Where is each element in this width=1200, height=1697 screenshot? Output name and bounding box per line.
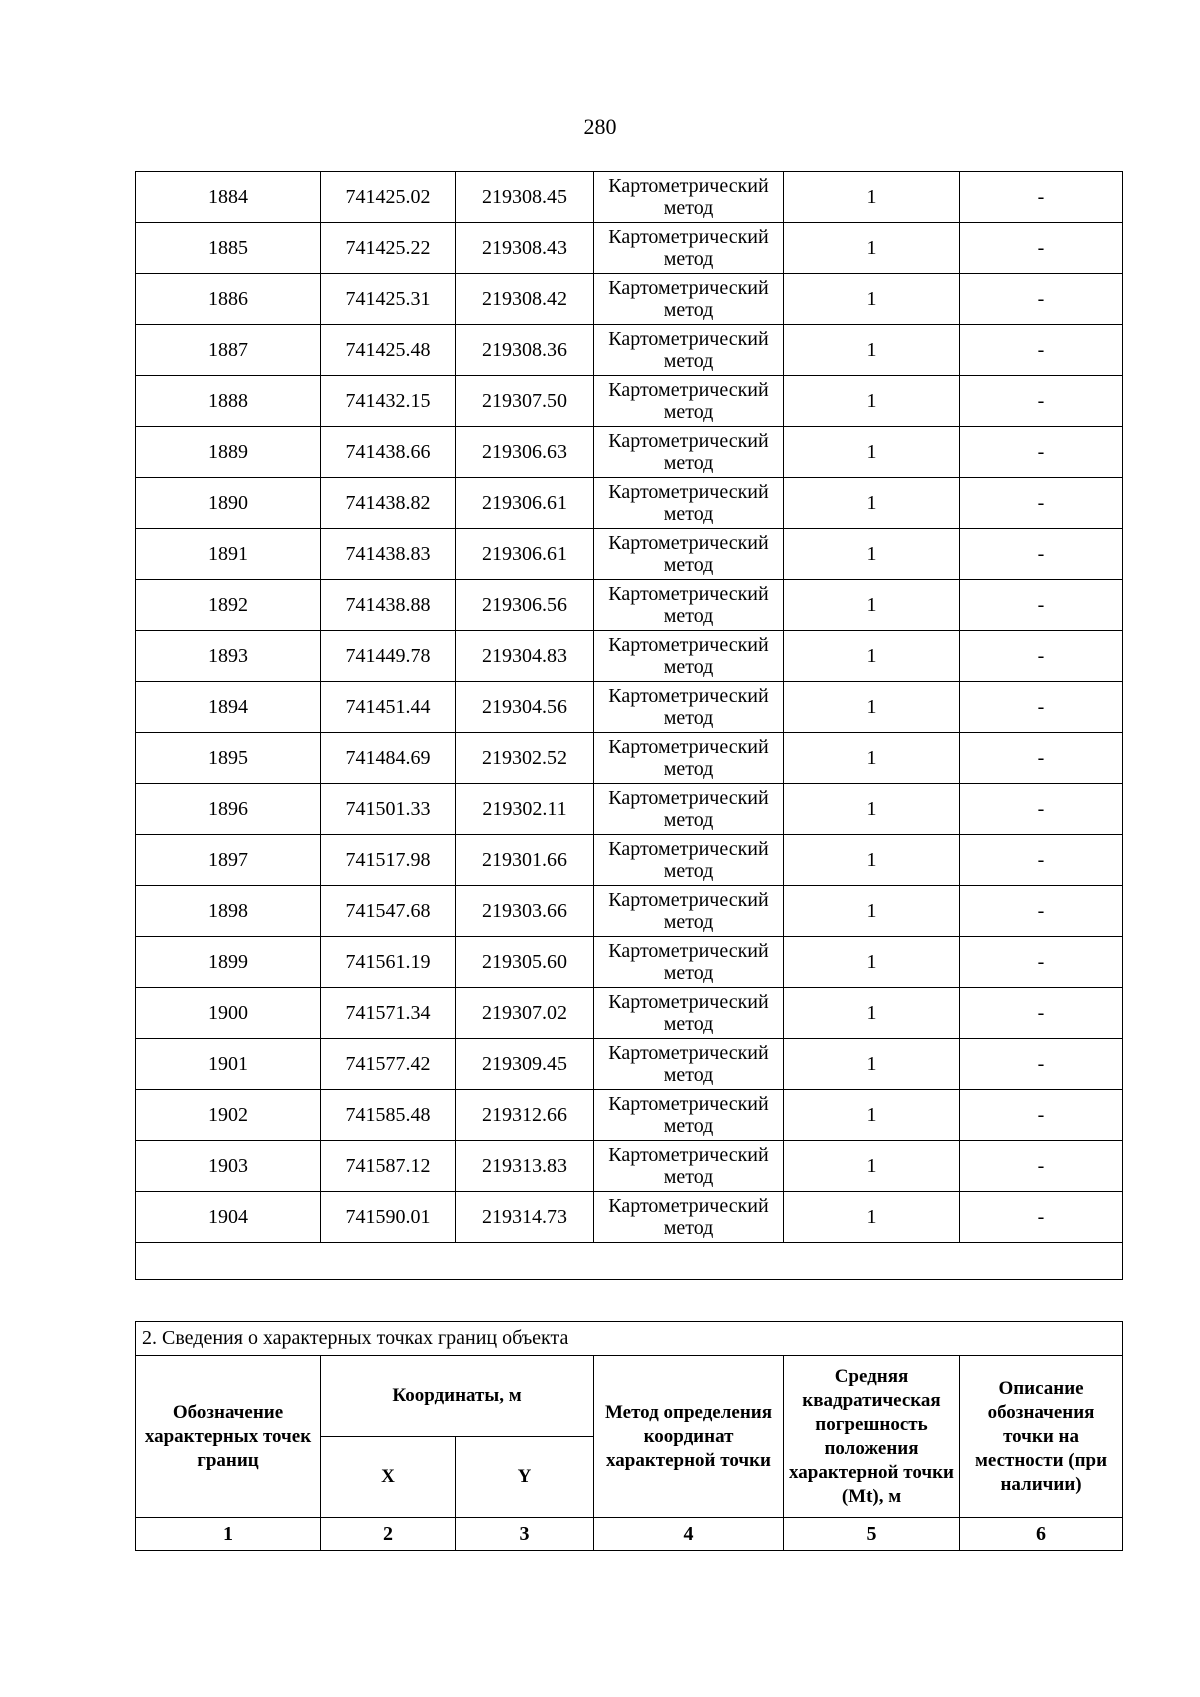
- description-cell: -: [960, 886, 1123, 937]
- mt-cell: 1: [784, 274, 960, 325]
- column-number: 2: [321, 1518, 456, 1551]
- mt-cell: 1: [784, 529, 960, 580]
- y-coordinate-cell: 219305.60: [456, 937, 594, 988]
- method-cell: Картометрический метод: [594, 886, 784, 937]
- header-x: X: [321, 1437, 456, 1518]
- table-row: [136, 631, 1123, 682]
- method-cell: Картометрический метод: [594, 325, 784, 376]
- mt-cell: 1: [784, 1039, 960, 1090]
- description-cell: -: [960, 274, 1123, 325]
- description-cell: -: [960, 835, 1123, 886]
- method-cell: Картометрический метод: [594, 835, 784, 886]
- y-coordinate-cell: 219302.52: [456, 733, 594, 784]
- table-row: [136, 784, 1123, 835]
- y-coordinate-cell: 219307.02: [456, 988, 594, 1039]
- method-cell: Картометрический метод: [594, 1039, 784, 1090]
- point-id-cell: 1886: [136, 274, 321, 325]
- point-id-cell: 1900: [136, 988, 321, 1039]
- y-coordinate-cell: 219313.83: [456, 1141, 594, 1192]
- description-cell: -: [960, 1192, 1123, 1243]
- table-row: [136, 580, 1123, 631]
- table-row: [136, 1039, 1123, 1090]
- description-cell: -: [960, 1039, 1123, 1090]
- method-cell: Картометрический метод: [594, 631, 784, 682]
- y-coordinate-cell: 219307.50: [456, 376, 594, 427]
- column-number: 3: [456, 1518, 594, 1551]
- description-cell: -: [960, 937, 1123, 988]
- point-id-cell: 1891: [136, 529, 321, 580]
- header-row-1: [136, 1356, 1123, 1437]
- x-coordinate-cell: 741587.12: [321, 1141, 456, 1192]
- x-coordinate-cell: 741590.01: [321, 1192, 456, 1243]
- description-cell: -: [960, 223, 1123, 274]
- point-id-cell: 1889: [136, 427, 321, 478]
- point-id-cell: 1887: [136, 325, 321, 376]
- table-row: [136, 223, 1123, 274]
- x-coordinate-cell: 741577.42: [321, 1039, 456, 1090]
- point-id-cell: 1885: [136, 223, 321, 274]
- section-2-table: [135, 1321, 1123, 1551]
- description-cell: -: [960, 376, 1123, 427]
- description-cell: -: [960, 325, 1123, 376]
- mt-cell: 1: [784, 478, 960, 529]
- method-cell: Картометрический метод: [594, 376, 784, 427]
- description-cell: -: [960, 1141, 1123, 1192]
- method-cell: Картометрический метод: [594, 529, 784, 580]
- y-coordinate-cell: 219306.56: [456, 580, 594, 631]
- description-cell: -: [960, 1090, 1123, 1141]
- x-coordinate-cell: 741571.34: [321, 988, 456, 1039]
- description-cell: -: [960, 988, 1123, 1039]
- mt-cell: 1: [784, 835, 960, 886]
- method-cell: Картометрический метод: [594, 988, 784, 1039]
- table-row: [136, 325, 1123, 376]
- table-row: [136, 172, 1123, 223]
- x-coordinate-cell: 741425.31: [321, 274, 456, 325]
- method-cell: Картометрический метод: [594, 1090, 784, 1141]
- description-cell: -: [960, 631, 1123, 682]
- x-coordinate-cell: 741484.69: [321, 733, 456, 784]
- coordinates-table: [135, 171, 1123, 1280]
- x-coordinate-cell: 741449.78: [321, 631, 456, 682]
- mt-cell: 1: [784, 886, 960, 937]
- column-numbers-row: [136, 1518, 1123, 1551]
- header-mt: Средняя квадратическая погрешность положения характерной точки (Mt), м: [784, 1356, 960, 1518]
- mt-cell: 1: [784, 937, 960, 988]
- x-coordinate-cell: 741547.68: [321, 886, 456, 937]
- x-coordinate-cell: 741438.88: [321, 580, 456, 631]
- column-number: 4: [594, 1518, 784, 1551]
- mt-cell: 1: [784, 223, 960, 274]
- table-row: [136, 274, 1123, 325]
- column-number: 5: [784, 1518, 960, 1551]
- table-row: [136, 886, 1123, 937]
- empty-cell: [136, 1243, 1123, 1280]
- mt-cell: 1: [784, 784, 960, 835]
- x-coordinate-cell: 741438.66: [321, 427, 456, 478]
- description-cell: -: [960, 478, 1123, 529]
- table-row: [136, 835, 1123, 886]
- section-title: 2. Сведения о характерных точках границ объекта: [136, 1322, 1123, 1356]
- y-coordinate-cell: 219308.42: [456, 274, 594, 325]
- header-description: Описание обозначения точки на местности (при наличии): [960, 1356, 1123, 1518]
- header-designation: Обозначение характерных точек границ: [136, 1356, 321, 1518]
- mt-cell: 1: [784, 580, 960, 631]
- x-coordinate-cell: 741585.48: [321, 1090, 456, 1141]
- mt-cell: 1: [784, 427, 960, 478]
- y-coordinate-cell: 219304.83: [456, 631, 594, 682]
- section-title-row: [136, 1322, 1123, 1356]
- mt-cell: 1: [784, 733, 960, 784]
- method-cell: Картометрический метод: [594, 784, 784, 835]
- method-cell: Картометрический метод: [594, 274, 784, 325]
- point-id-cell: 1902: [136, 1090, 321, 1141]
- table-row: [136, 682, 1123, 733]
- mt-cell: 1: [784, 988, 960, 1039]
- y-coordinate-cell: 219312.66: [456, 1090, 594, 1141]
- y-coordinate-cell: 219301.66: [456, 835, 594, 886]
- x-coordinate-cell: 741517.98: [321, 835, 456, 886]
- method-cell: Картометрический метод: [594, 1141, 784, 1192]
- method-cell: Картометрический метод: [594, 1192, 784, 1243]
- x-coordinate-cell: 741425.02: [321, 172, 456, 223]
- point-id-cell: 1901: [136, 1039, 321, 1090]
- table-row: [136, 529, 1123, 580]
- y-coordinate-cell: 219314.73: [456, 1192, 594, 1243]
- table-row: [136, 478, 1123, 529]
- y-coordinate-cell: 219304.56: [456, 682, 594, 733]
- point-id-cell: 1899: [136, 937, 321, 988]
- description-cell: -: [960, 682, 1123, 733]
- x-coordinate-cell: 741438.83: [321, 529, 456, 580]
- description-cell: -: [960, 580, 1123, 631]
- method-cell: Картометрический метод: [594, 172, 784, 223]
- table-row: [136, 376, 1123, 427]
- header-method: Метод определения координат характерной точки: [594, 1356, 784, 1518]
- method-cell: Картометрический метод: [594, 427, 784, 478]
- point-id-cell: 1888: [136, 376, 321, 427]
- column-number: 6: [960, 1518, 1123, 1551]
- page-number: 280: [583, 114, 617, 139]
- x-coordinate-cell: 741425.22: [321, 223, 456, 274]
- mt-cell: 1: [784, 376, 960, 427]
- table-row: [136, 988, 1123, 1039]
- table-row: [136, 1090, 1123, 1141]
- point-id-cell: 1895: [136, 733, 321, 784]
- x-coordinate-cell: 741425.48: [321, 325, 456, 376]
- y-coordinate-cell: 219302.11: [456, 784, 594, 835]
- method-cell: Картометрический метод: [594, 937, 784, 988]
- y-coordinate-cell: 219306.61: [456, 529, 594, 580]
- point-id-cell: 1904: [136, 1192, 321, 1243]
- mt-cell: 1: [784, 1090, 960, 1141]
- x-coordinate-cell: 741561.19: [321, 937, 456, 988]
- point-id-cell: 1892: [136, 580, 321, 631]
- table-row: [136, 937, 1123, 988]
- y-coordinate-cell: 219308.45: [456, 172, 594, 223]
- header-coordinates: Координаты, м: [321, 1356, 594, 1437]
- mt-cell: 1: [784, 631, 960, 682]
- x-coordinate-cell: 741501.33: [321, 784, 456, 835]
- description-cell: -: [960, 427, 1123, 478]
- x-coordinate-cell: 741451.44: [321, 682, 456, 733]
- description-cell: -: [960, 733, 1123, 784]
- y-coordinate-cell: 219308.36: [456, 325, 594, 376]
- method-cell: Картометрический метод: [594, 580, 784, 631]
- y-coordinate-cell: 219306.61: [456, 478, 594, 529]
- header-y: Y: [456, 1437, 594, 1518]
- mt-cell: 1: [784, 172, 960, 223]
- mt-cell: 1: [784, 325, 960, 376]
- point-id-cell: 1890: [136, 478, 321, 529]
- description-cell: -: [960, 529, 1123, 580]
- method-cell: Картометрический метод: [594, 682, 784, 733]
- table-row: [136, 1141, 1123, 1192]
- description-cell: -: [960, 784, 1123, 835]
- point-id-cell: 1894: [136, 682, 321, 733]
- point-id-cell: 1897: [136, 835, 321, 886]
- empty-table-row: [136, 1243, 1123, 1280]
- y-coordinate-cell: 219303.66: [456, 886, 594, 937]
- description-cell: -: [960, 172, 1123, 223]
- point-id-cell: 1903: [136, 1141, 321, 1192]
- point-id-cell: 1893: [136, 631, 321, 682]
- table-row: [136, 427, 1123, 478]
- table-row: [136, 1192, 1123, 1243]
- point-id-cell: 1896: [136, 784, 321, 835]
- method-cell: Картометрический метод: [594, 223, 784, 274]
- mt-cell: 1: [784, 1192, 960, 1243]
- mt-cell: 1: [784, 682, 960, 733]
- mt-cell: 1: [784, 1141, 960, 1192]
- y-coordinate-cell: 219308.43: [456, 223, 594, 274]
- table-row: [136, 733, 1123, 784]
- y-coordinate-cell: 219309.45: [456, 1039, 594, 1090]
- x-coordinate-cell: 741432.15: [321, 376, 456, 427]
- point-id-cell: 1898: [136, 886, 321, 937]
- x-coordinate-cell: 741438.82: [321, 478, 456, 529]
- y-coordinate-cell: 219306.63: [456, 427, 594, 478]
- method-cell: Картометрический метод: [594, 733, 784, 784]
- column-number: 1: [136, 1518, 321, 1551]
- point-id-cell: 1884: [136, 172, 321, 223]
- method-cell: Картометрический метод: [594, 478, 784, 529]
- coordinates-table-body: [136, 172, 1123, 1243]
